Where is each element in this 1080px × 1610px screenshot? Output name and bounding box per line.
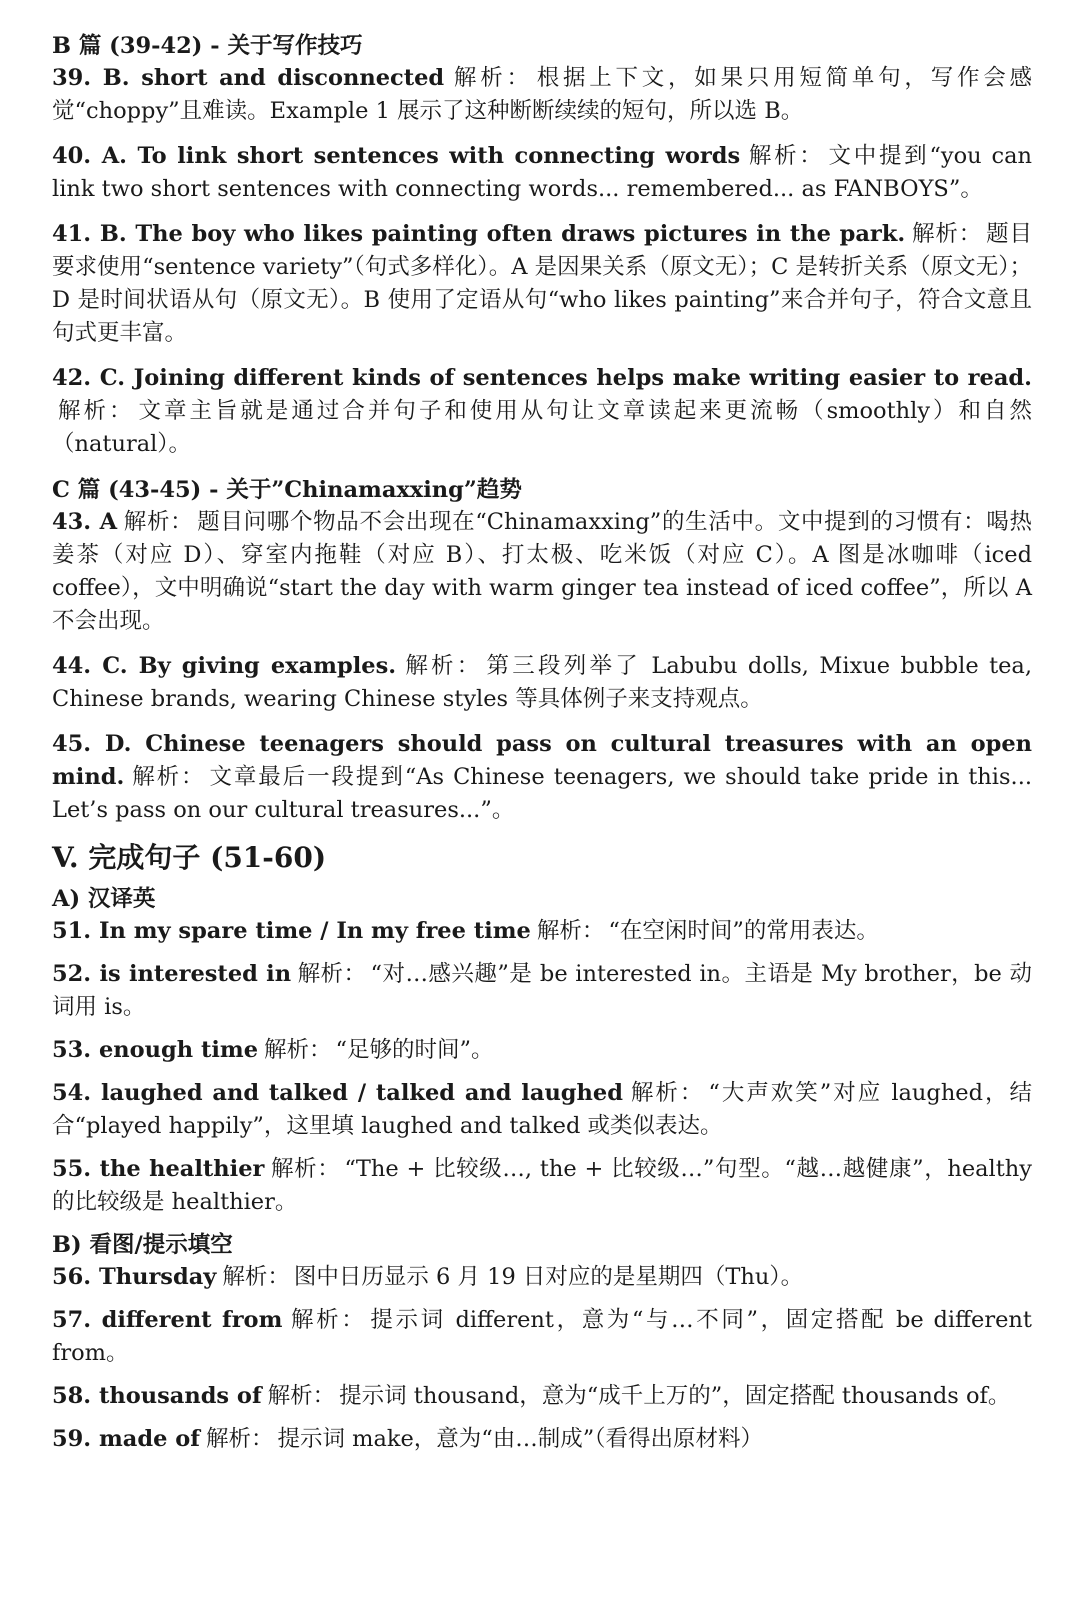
explanation-text: “对…感兴趣”是 be interested in。主语是 My brother，be 动词用 is。 [52,961,1032,1020]
explanation-label: 解析： [297,961,367,987]
explanation-text: “大声欢笑”对应 laughed，结合“played happily”，这里填 laughed and talked 或类似表达。 [52,1080,1032,1139]
part-c-heading: C 篇 (43-45) - 关于”Chinamaxxing”趋势 [52,477,522,503]
explanation-label: 解析： [123,509,194,535]
answer-item-45 [52,728,1032,827]
answer-text: 54. laughed and talked / talked and laughed [52,1080,623,1106]
answer-item-43 [52,506,1032,638]
explanation-label: 解析： [402,653,483,679]
answer-text: 42. C. Joining different kinds of sentences helps make writing easier to read. [52,365,1032,391]
explanation-text: “The + 比较级…, the + 比较级…”句型。“越…越健康”，healthy 的比较级是 healthier。 [52,1156,1032,1215]
section-v-title: V. 完成句子 (51-60) [52,841,327,874]
answer-item-59 [52,1423,1032,1456]
answer-item-56 [52,1261,1032,1294]
answer-text: 41. B. The boy who likes painting often draws pictures in the park. [52,221,906,247]
answer-text: 39. B. short and disconnected [52,65,445,91]
explanation-label: 解析： [205,1426,274,1452]
explanation-text: 文章主旨就是通过合并句子和使用从句让文章读起来更流畅（smoothly）和自然（natural）。 [52,398,1032,457]
answer-text: 58. thousands of [52,1383,262,1409]
explanation-text: 根据上下文，如果只用短简单句，写作会感觉“choppy”且难读。Example 1 展示了这种断断续续的短句，所以选 B。 [52,65,1032,124]
answer-text: 55. the healthier [52,1156,265,1182]
answer-text: 51. In my spare time / In my free time [52,918,531,944]
explanation-text: 题目要求使用“sentence variety”（句式多样化）。A 是因果关系（原文无）；C 是转折关系（原文无）；D 是时间状语从句（原文无）。B 使用了定语从句“who likes painting”来合并句子，符合文意且句式更丰富。 [52,221,1032,346]
answer-item-54 [52,1077,1032,1143]
answer-text: 57. different from [52,1307,283,1333]
explanation-text: “足够的时间”。 [335,1037,494,1063]
answer-item-57 [52,1304,1032,1370]
answer-text: 40. A. To link short sentences with connecting words [52,143,741,169]
explanation-text: 文中提到“you can link two short sentences with connecting words... remembered... as FANBOYS”。 [52,143,1032,202]
answer-item-53 [52,1034,1032,1067]
answer-text: 59. made of [52,1426,200,1452]
explanation-label: 解析： [911,221,983,247]
section-v-part-a-heading: A) 汉译英 [52,886,156,912]
answer-text: 56. Thursday [52,1264,217,1290]
answer-text: 43. A [52,509,118,535]
explanation-text: 图中日历显示 6 月 19 日对应的是星期四（Thu）。 [293,1264,804,1290]
explanation-text: 文章最后一段提到“As Chinese teenagers, we should take pride in this... Let’s pass on our cultural treasures...”。 [52,764,1032,823]
explanation-label: 解析： [222,1264,290,1290]
explanation-label: 解析： [536,918,605,944]
explanation-text: 题目问哪个物品不会出现在“Chinamaxxing”的生活中。文中提到的习惯有：喝热姜茶（对应 D）、穿室内拖鞋（对应 B）、打太极、吃米饭（对应 C）。A 图是冰咖啡（iced coffee），文中明确说“start the day with warm ginger tea instead of iced coffee”，所以 A 不会出现。 [52,509,1032,634]
section-v-part-b-heading: B) 看图/提示填空 [52,1232,233,1258]
answer-text: 45. D. Chinese teenagers should pass on cultural treasures with an open mind. [52,731,1032,790]
bottom-fade [0,1576,1080,1610]
answer-text: 52. is interested in [52,961,292,987]
answer-item-39 [52,62,1032,128]
answer-item-52 [52,958,1032,1024]
answer-item-40 [52,140,1032,206]
explanation-label: 解析： [130,764,206,790]
explanation-text: 第三段列举了 Labubu dolls, Mixue bubble tea, Chinese brands, wearing Chinese styles 等具体例子来支持观点。 [52,653,1032,712]
explanation-text: “在空闲时间”的常用表达。 [608,918,879,944]
explanation-text: 提示词 different，意为“与…不同”，固定搭配 be different from。 [52,1307,1032,1366]
explanation-label: 解析： [746,143,825,169]
answer-item-58 [52,1380,1032,1413]
explanation-text: 提示词 make，意为“由…制成”（看得出原材料） [277,1426,764,1452]
explanation-label: 解析： [270,1156,341,1182]
explanation-label: 解析： [450,65,533,91]
explanation-label: 解析： [267,1383,336,1409]
answer-text: 53. enough time [52,1037,259,1063]
explanation-label: 解析： [264,1037,332,1063]
explanation-text: 提示词 thousand，意为“成千上万的”，固定搭配 thousands of。 [339,1383,1011,1409]
answer-item-42 [52,362,1032,461]
answer-item-44 [52,650,1032,716]
explanation-label: 解析： [58,398,135,424]
explanation-label: 解析： [288,1307,367,1333]
answer-text: 44. C. By giving examples. [52,653,397,679]
part-b-heading: B 篇 (39-42) - 关于写作技巧 [52,33,363,59]
answer-item-41 [52,218,1032,350]
answer-item-51 [52,915,1032,948]
answer-item-55 [52,1153,1032,1219]
explanation-label: 解析： [628,1080,705,1106]
